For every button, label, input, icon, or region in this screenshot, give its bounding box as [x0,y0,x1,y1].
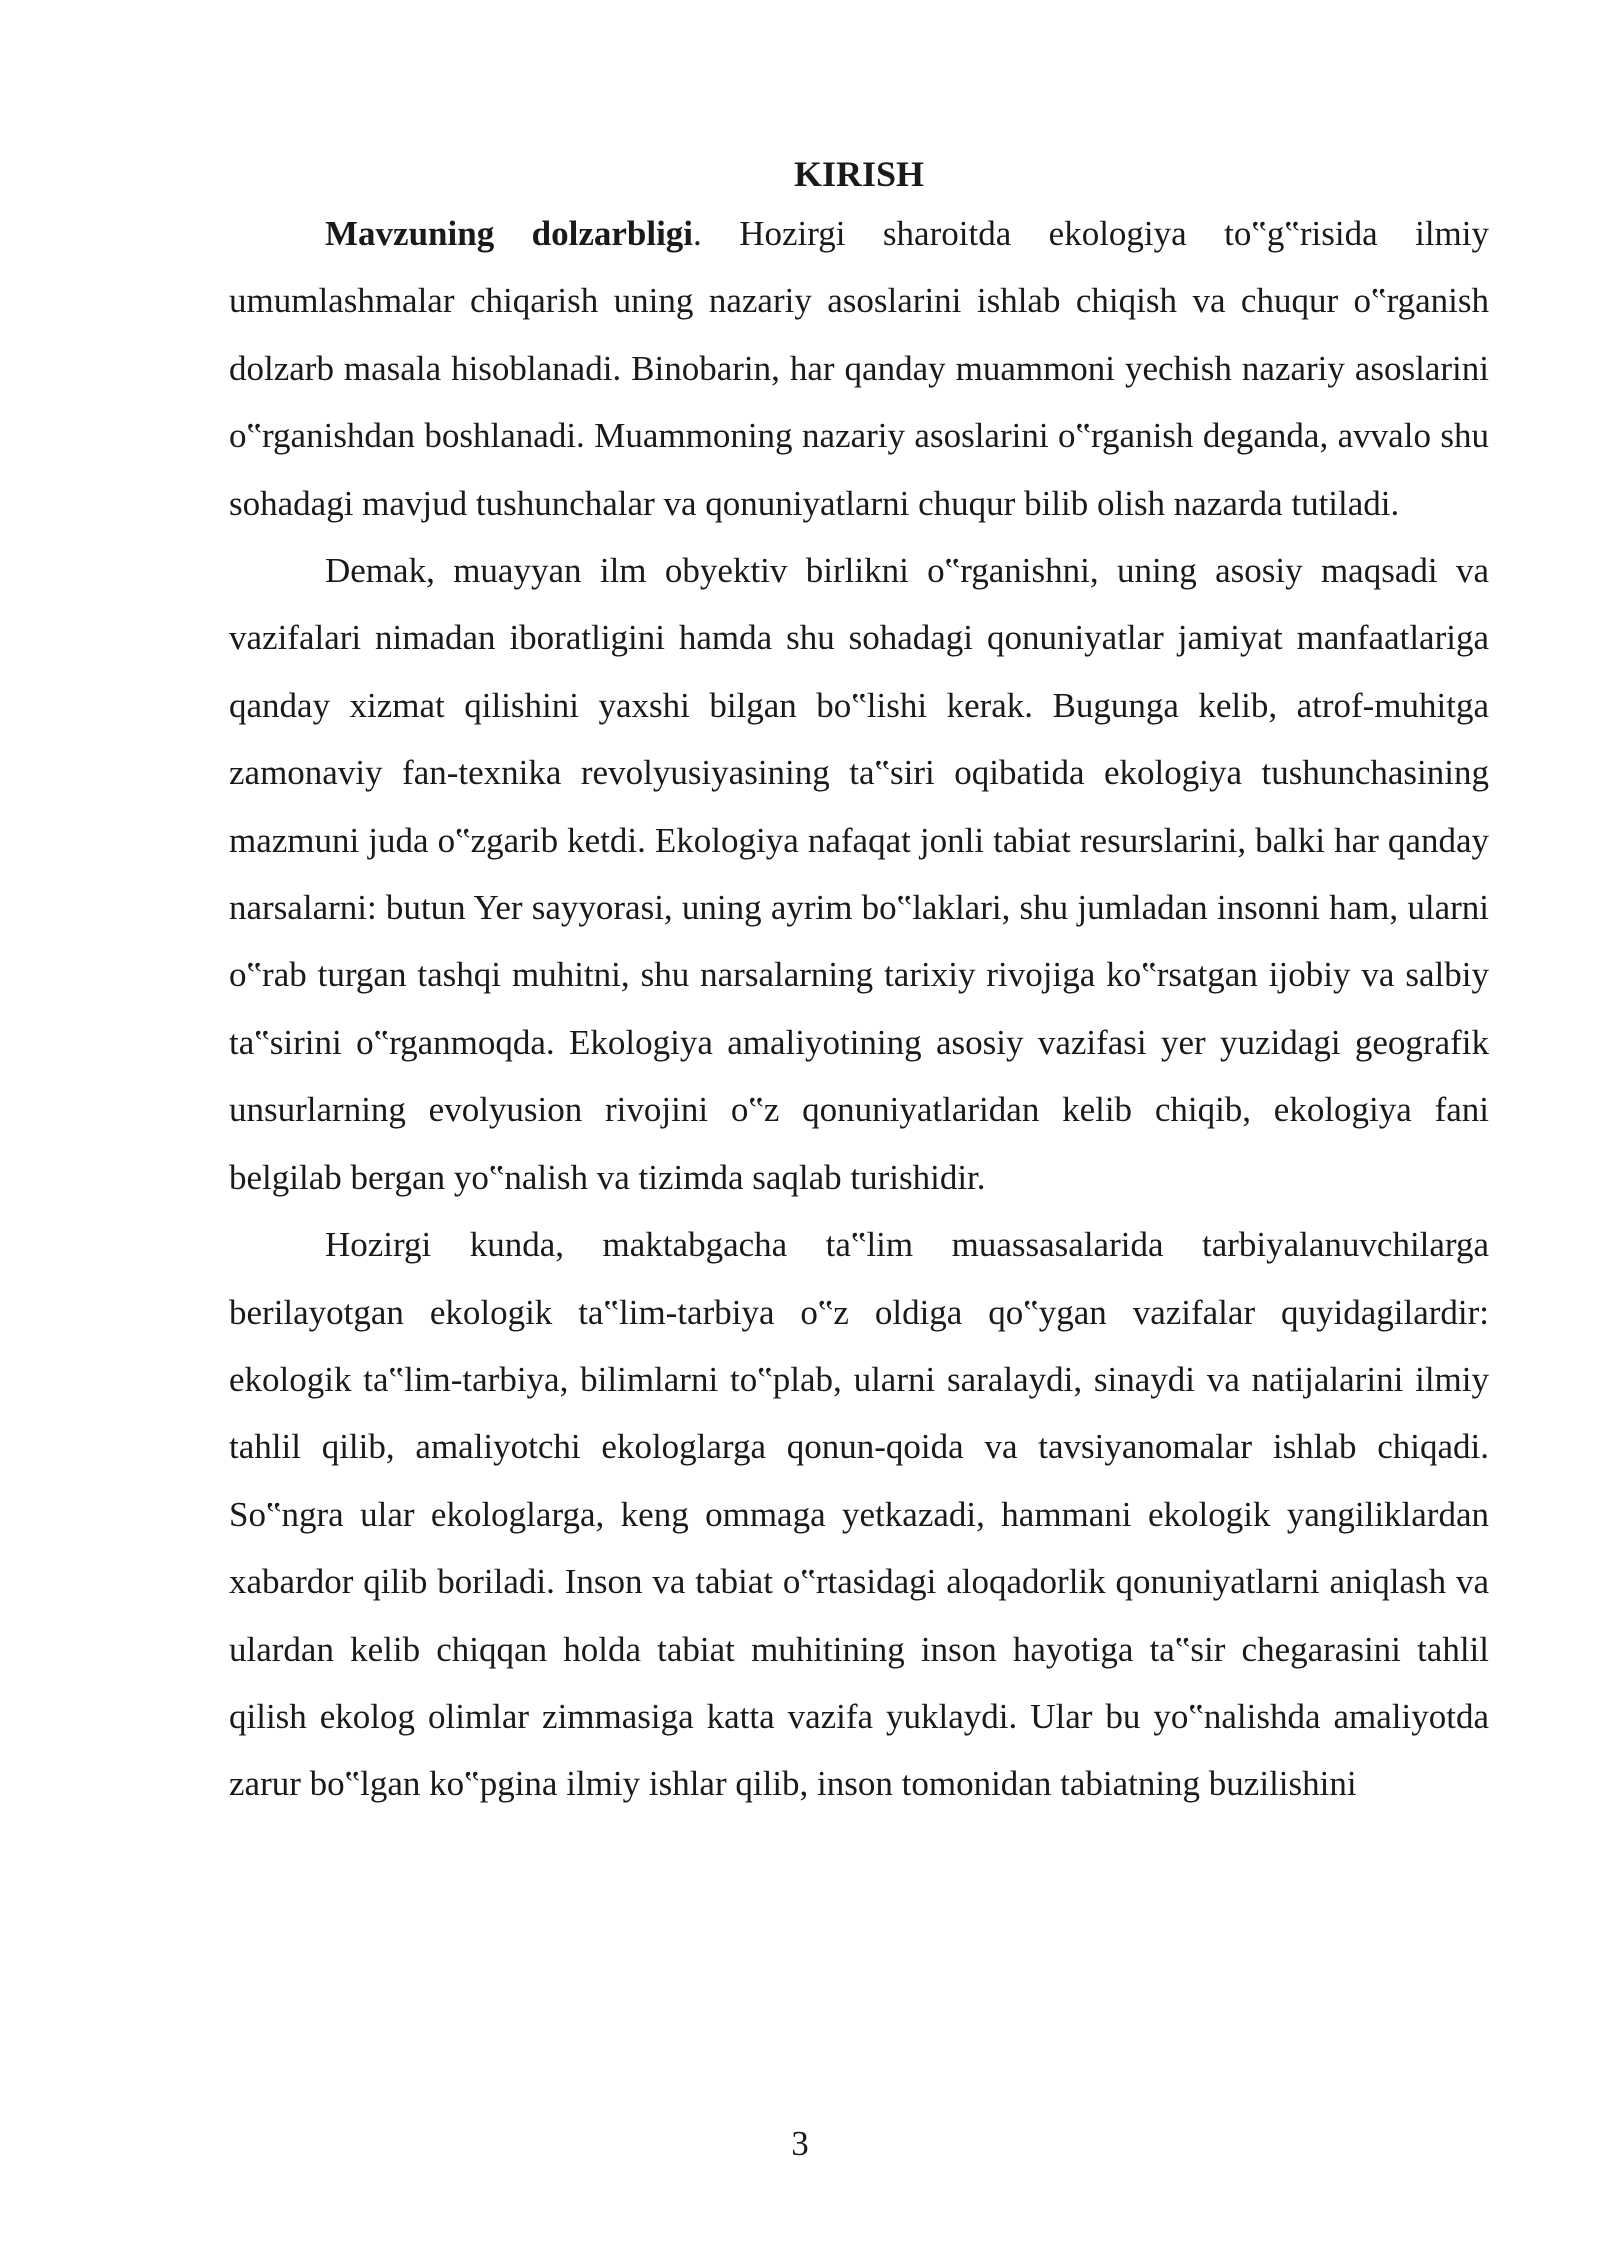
page-content [229,148,1489,1818]
page-number: 3 [791,2124,809,2163]
paragraph-preschool-education [229,1211,1489,1818]
paragraph-text: . Hozirgi sharoitda ekologiya to‟g‟risida ilmiy umumlashmalar chiqarish uning nazariy asoslarini ishlab chiqish va chuqur o‟rganish dolzarb masala hisoblanadi. Binobarin, har qanday muammoni yechish nazariy asoslarini o‟rganishdan boshlanadi. Muammoning nazariy asoslarini o‟rganish deganda, avvalo shu sohadagi mavjud tushunchalar va qonuniyatlarni chuqur bilib olish nazarda tutiladi. [229,214,1489,523]
paragraph-lead-term: Mavzuning dolzarbligi [325,214,694,253]
paragraph-text: Hozirgi kunda, maktabgacha ta‟lim muassasalarida tarbiyalanuvchilarga berilayotgan ekologik ta‟lim-tarbiya o‟z oldiga qo‟ygan vazifalar quyidagilardir: ekologik ta‟lim-tarbiya, bilimlarni to‟plab, ularni saralaydi, sinaydi va natijalarini ilmiy tahlil qilib, amaliyotchi ekologlarga qonun-qoida va tavsiyanomalar ishlab chiqadi. So‟ngra ular ekologlarga, keng ommaga yetkazadi, hammani ekologik yangiliklardan xabardor qilib boriladi. Inson va tabiat o‟rtasidagi aloqadorlik qonuniyatlarni aniqlash va ulardan kelib chiqqan holda tabiat muhitining inson hayotiga ta‟sir chegarasini tahlil qilish ekolog olimlar zimmasiga katta vazifa yuklaydi. Ular bu yo‟nalishda amaliyotda zarur bo‟lgan ko‟pgina ilmiy ishlar qilib, inson tomonidan tabiatning buzilishini [229,1225,1489,1804]
paragraph-ecology-scope [229,537,1489,1211]
section-heading: KIRISH [793,154,925,194]
paragraph-relevance [229,200,1489,537]
paragraph-text: Demak, muayyan ilm obyektiv birlikni o‟rganishni, uning asosiy maqsadi va vazifalari nimadan iboratligini hamda shu sohadagi qonuniyatlar jamiyat manfaatlariga qanday xizmat qilishini yaxshi bilgan bo‟lishi kerak. Bugunga kelib, atrof-muhitga zamonaviy fan-texnika revolyusiyasining ta‟siri oqibatida ekologiya tushunchasining mazmuni juda o‟zgarib ketdi. Ekologiya nafaqat jonli tabiat resurslarini, balki har qanday narsalarni: butun Yer sayyorasi, uning ayrim bo‟laklari, shu jumladan insonni ham, ularni o‟rab turgan tashqi muhitni, shu narsalarning tarixiy rivojiga ko‟rsatgan ijobiy va salbiy ta‟sirini o‟rganmoqda. Ekologiya amaliyotining asosiy vazifasi yer yuzidagi geografik unsurlarning evolyusion rivojini o‟z qonuniyatlaridan kelib chiqib, ekologiya fani belgilab bergan yo‟nalish va tizimda saqlab turishidir. [229,551,1489,1197]
